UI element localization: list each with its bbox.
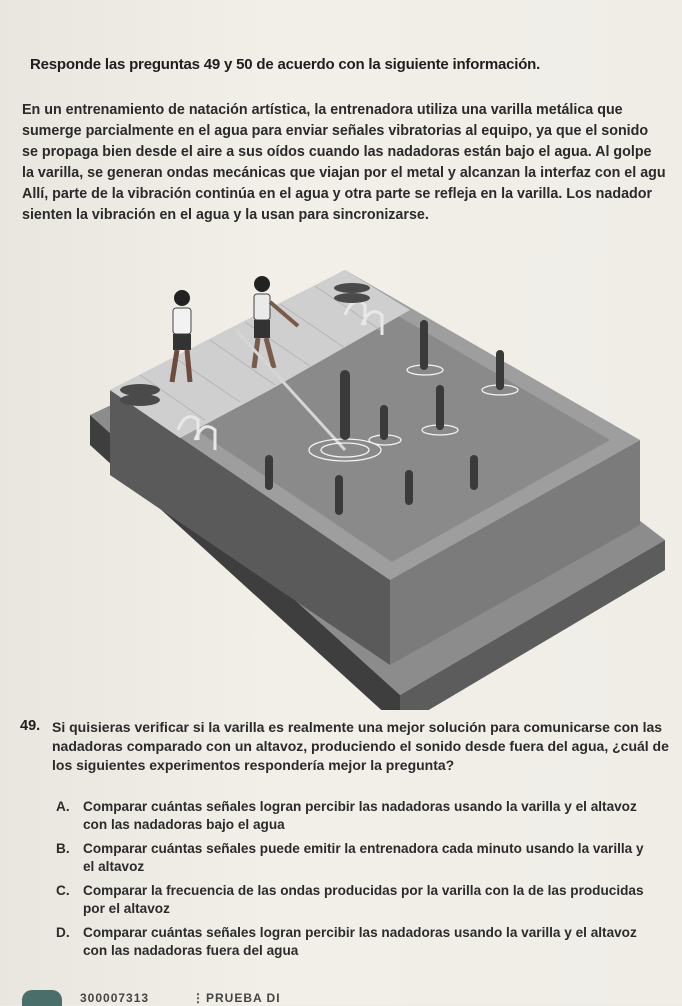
swimmer (496, 350, 504, 390)
option-letter: B. (56, 841, 70, 856)
option-line: Comparar cuántas señales logran percibir las nadadoras usando la varilla y el altavoz (83, 799, 637, 814)
swimmer (420, 320, 428, 370)
swimmer (335, 475, 343, 515)
weight-stack (334, 293, 370, 303)
context-line: se propaga bien desde el aire a sus oídos cuando las nadadoras están bajo el agua. Al golpe (22, 144, 652, 160)
swimmer (340, 370, 350, 440)
option-line: con las nadadoras fuera del agua (83, 943, 299, 958)
option-line: el altavoz (83, 859, 145, 874)
context-line: sienten la vibración en el agua y la usan para sincronizarse. (22, 207, 429, 223)
page-footer (20, 988, 680, 1005)
context-line: la varilla, se generan ondas mecánicas que viajan por el metal y alcanzan la interfaz con el agu (22, 165, 666, 181)
context-paragraph (22, 100, 672, 226)
option-letter: D. (56, 925, 70, 940)
weight-stack (120, 394, 160, 406)
context-line: Allí, parte de la vibración continúa en el agua y otra parte se refleja en la varilla. Los nadador (22, 186, 653, 202)
context-line: En un entrenamiento de natación artística, la entrenadora utiliza una varilla metálica que (22, 102, 623, 118)
option-line: Comparar cuántas señales puede emitir la entrenadora cada minuto usando la varilla y (83, 841, 644, 856)
instructions-heading: Responde las preguntas 49 y 50 de acuerdo con la siguiente información. (30, 56, 541, 73)
test-label: PRUEBA DI (206, 991, 281, 1005)
option-line: Comparar cuántas señales logran percibir las nadadoras usando la varilla y el altavoz (83, 925, 637, 940)
swimmer (405, 470, 413, 505)
footer-separator: ⋮ (192, 991, 204, 1005)
context-line: sumerge parcialmente en el agua para enviar señales vibratorias al equipo, ya que el sonido (22, 123, 649, 139)
question-stem (52, 718, 672, 775)
pool-illustration (0, 240, 682, 710)
option-line: con las nadadoras bajo el agua (83, 817, 285, 832)
option-line: Comparar la frecuencia de las ondas producidas por la varilla con la de las producidas (83, 883, 644, 898)
swimmer (380, 405, 388, 440)
option-line: por el altavoz (83, 901, 170, 916)
question-line: nadadoras comparado con un altavoz, produciendo el sonido desde fuera del agua, ¿cuál de (52, 738, 669, 754)
option-letter: A. (56, 799, 70, 814)
page-number-badge (22, 990, 62, 1006)
swimmer (470, 455, 478, 490)
question-line: los siguientes experimentos respondería mejor la pregunta? (52, 757, 455, 773)
weight-stack (334, 283, 370, 293)
option-letter: C. (56, 883, 70, 898)
swimmer (436, 385, 444, 430)
swimmer (265, 455, 273, 490)
booklet-code: 300007313 (80, 991, 150, 1005)
question-number: 49. (20, 718, 41, 734)
question-line: Si quisieras verificar si la varilla es realmente una mejor solución para comunicarse con las (52, 719, 663, 735)
